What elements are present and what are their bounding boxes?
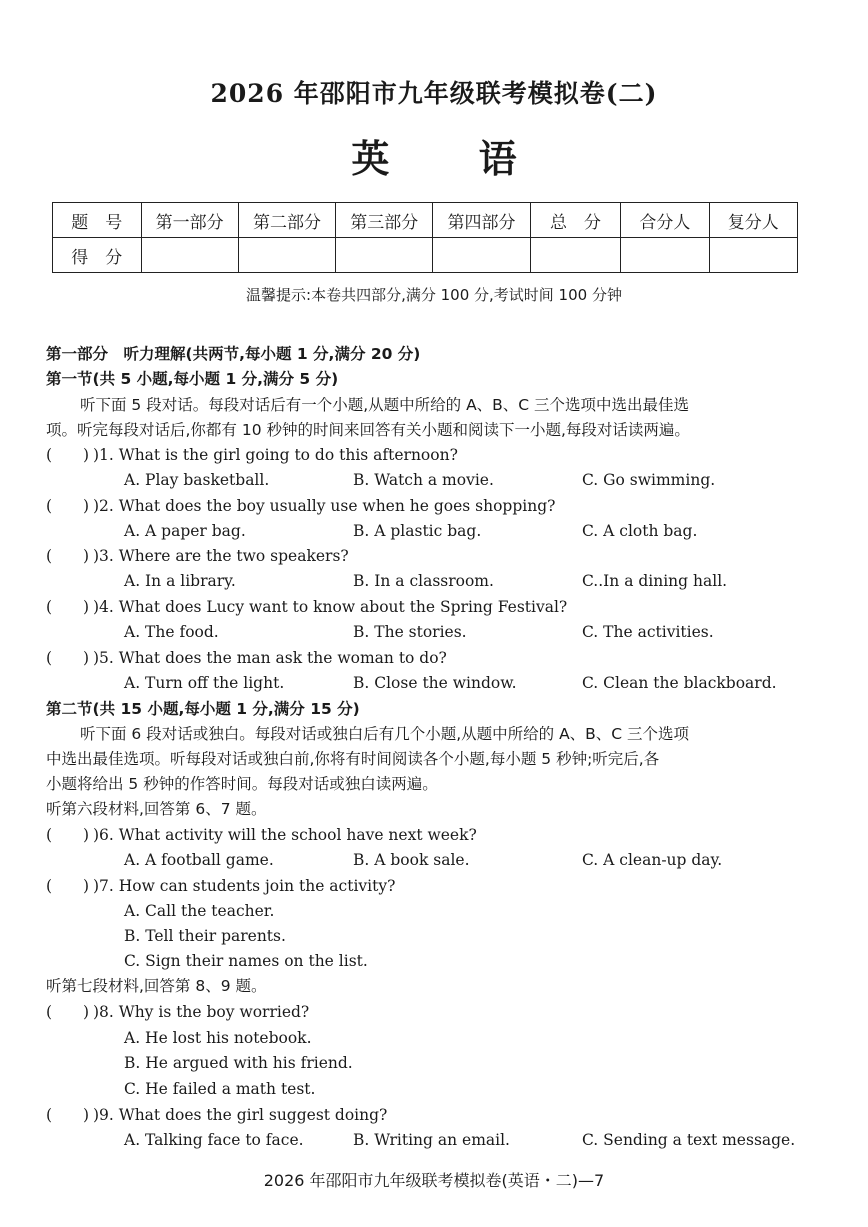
option-b: B. A book sale. <box>353 851 470 869</box>
option-b: B. Writing an email. <box>353 1131 510 1149</box>
option-c: C. A cloth bag. <box>582 522 698 540</box>
question-text: )7. How can students join the activity? <box>93 877 396 895</box>
section1-heading: 第一节(共 5 小题,每小题 1 分,满分 5 分) <box>46 370 339 388</box>
option-c: C. Sign their names on the list. <box>124 952 368 970</box>
score-header-cell: 合分人 <box>621 203 709 238</box>
section1-instruction-line2: 项。听完每段对话后,你都有 10 秒钟的时间来回答有关小题和阅读下一小题,每段对话读两遍。 <box>46 421 690 439</box>
page-footer: 2026 年邵阳市九年级联考模拟卷(英语・二)—7 <box>263 1171 605 1190</box>
score-header-cell: 总 分 <box>530 203 621 238</box>
option-a: A. A paper bag. <box>124 522 246 540</box>
material-7-heading: 听第七段材料,回答第 8、9 题。 <box>46 977 267 995</box>
option-a: A. A football game. <box>124 851 274 869</box>
question-text: )6. What activity will the school have next week? <box>93 826 477 844</box>
score-header-cell: 复分人 <box>709 203 797 238</box>
score-input-cell[interactable] <box>336 238 433 273</box>
option-a: A. The food. <box>124 623 219 641</box>
score-table-header-row <box>53 203 798 238</box>
option-c: C..In a dining hall. <box>582 572 728 590</box>
question-text: )9. What does the girl suggest doing? <box>93 1106 388 1124</box>
option-c: C. Go swimming. <box>582 471 716 489</box>
answer-blank[interactable]: ( ) <box>46 446 90 464</box>
question-text: )3. Where are the two speakers? <box>93 547 349 565</box>
option-a: A. In a library. <box>124 572 236 590</box>
section2-instruction-line3: 小题将给出 5 秒钟的作答时间。每段对话或独白读两遍。 <box>46 775 438 793</box>
section2-instruction-line1: 听下面 6 段对话或独白。每段对话或独白后有几个小题,从题中所给的 A、B、C 三个选项 <box>80 725 690 743</box>
score-header-cell: 第三部分 <box>336 203 433 238</box>
score-input-cell[interactable] <box>238 238 335 273</box>
question-text: )1. What is the girl going to do this afternoon? <box>93 446 458 464</box>
score-input-cell[interactable] <box>621 238 709 273</box>
page-title: 2026 年邵阳市九年级联考模拟卷(二) <box>210 79 658 108</box>
section2-instruction-line2: 中选出最佳选项。听每段对话或独白前,你将有时间阅读各个小题,每小题 5 秒钟;听完后,各 <box>46 750 660 768</box>
question-text: )8. Why is the boy worried? <box>93 1003 310 1021</box>
answer-blank[interactable]: ( ) <box>46 1003 90 1021</box>
question-text: )4. What does Lucy want to know about the Spring Festival? <box>93 598 568 616</box>
option-b: B. A plastic bag. <box>353 522 482 540</box>
option-b: B. Watch a movie. <box>353 471 494 489</box>
section1-instruction-line1: 听下面 5 段对话。每段对话后有一个小题,从题中所给的 A、B、C 三个选项中选出最佳选 <box>80 396 690 414</box>
material-6-heading: 听第六段材料,回答第 6、7 题。 <box>46 800 267 818</box>
question-text: )2. What does the boy usually use when he goes shopping? <box>93 497 556 515</box>
score-header-cell: 题 号 <box>53 203 142 238</box>
score-header-cell: 第二部分 <box>238 203 335 238</box>
option-a: A. Turn off the light. <box>124 674 285 692</box>
exam-tip: 温馨提示:本卷共四部分,满分 100 分,考试时间 100 分钟 <box>246 286 622 304</box>
answer-blank[interactable]: ( ) <box>46 547 90 565</box>
score-label-cell: 得 分 <box>53 238 142 273</box>
score-header-cell: 第四部分 <box>433 203 530 238</box>
score-input-cell[interactable] <box>530 238 621 273</box>
answer-blank[interactable]: ( ) <box>46 649 90 667</box>
subject-title: 英 语 <box>351 136 555 181</box>
option-a: A. He lost his notebook. <box>124 1029 312 1047</box>
part1-heading: 第一部分 听力理解(共两节,每小题 1 分,满分 20 分) <box>46 345 421 363</box>
option-c: C. The activities. <box>582 623 714 641</box>
score-table-score-row <box>53 238 798 273</box>
score-input-cell[interactable] <box>709 238 797 273</box>
score-table <box>52 202 798 273</box>
option-a: A. Play basketball. <box>124 471 270 489</box>
option-c: C. A clean-up day. <box>582 851 723 869</box>
answer-blank[interactable]: ( ) <box>46 497 90 515</box>
score-input-cell[interactable] <box>141 238 238 273</box>
score-input-cell[interactable] <box>433 238 530 273</box>
option-b: B. Close the window. <box>353 674 517 692</box>
option-b: B. He argued with his friend. <box>124 1054 353 1072</box>
section2-heading: 第二节(共 15 小题,每小题 1 分,满分 15 分) <box>46 700 360 718</box>
option-c: C. Clean the blackboard. <box>582 674 777 692</box>
option-c: C. He failed a math test. <box>124 1080 316 1098</box>
answer-blank[interactable]: ( ) <box>46 826 90 844</box>
option-a: A. Talking face to face. <box>124 1131 304 1149</box>
option-b: B. The stories. <box>353 623 467 641</box>
score-header-cell: 第一部分 <box>141 203 238 238</box>
option-c: C. Sending a text message. <box>582 1131 796 1149</box>
option-a: A. Call the teacher. <box>124 902 275 920</box>
option-b: B. Tell their parents. <box>124 927 286 945</box>
answer-blank[interactable]: ( ) <box>46 877 90 895</box>
option-b: B. In a classroom. <box>353 572 494 590</box>
question-text: )5. What does the man ask the woman to do? <box>93 649 447 667</box>
answer-blank[interactable]: ( ) <box>46 598 90 616</box>
answer-blank[interactable]: ( ) <box>46 1106 90 1124</box>
